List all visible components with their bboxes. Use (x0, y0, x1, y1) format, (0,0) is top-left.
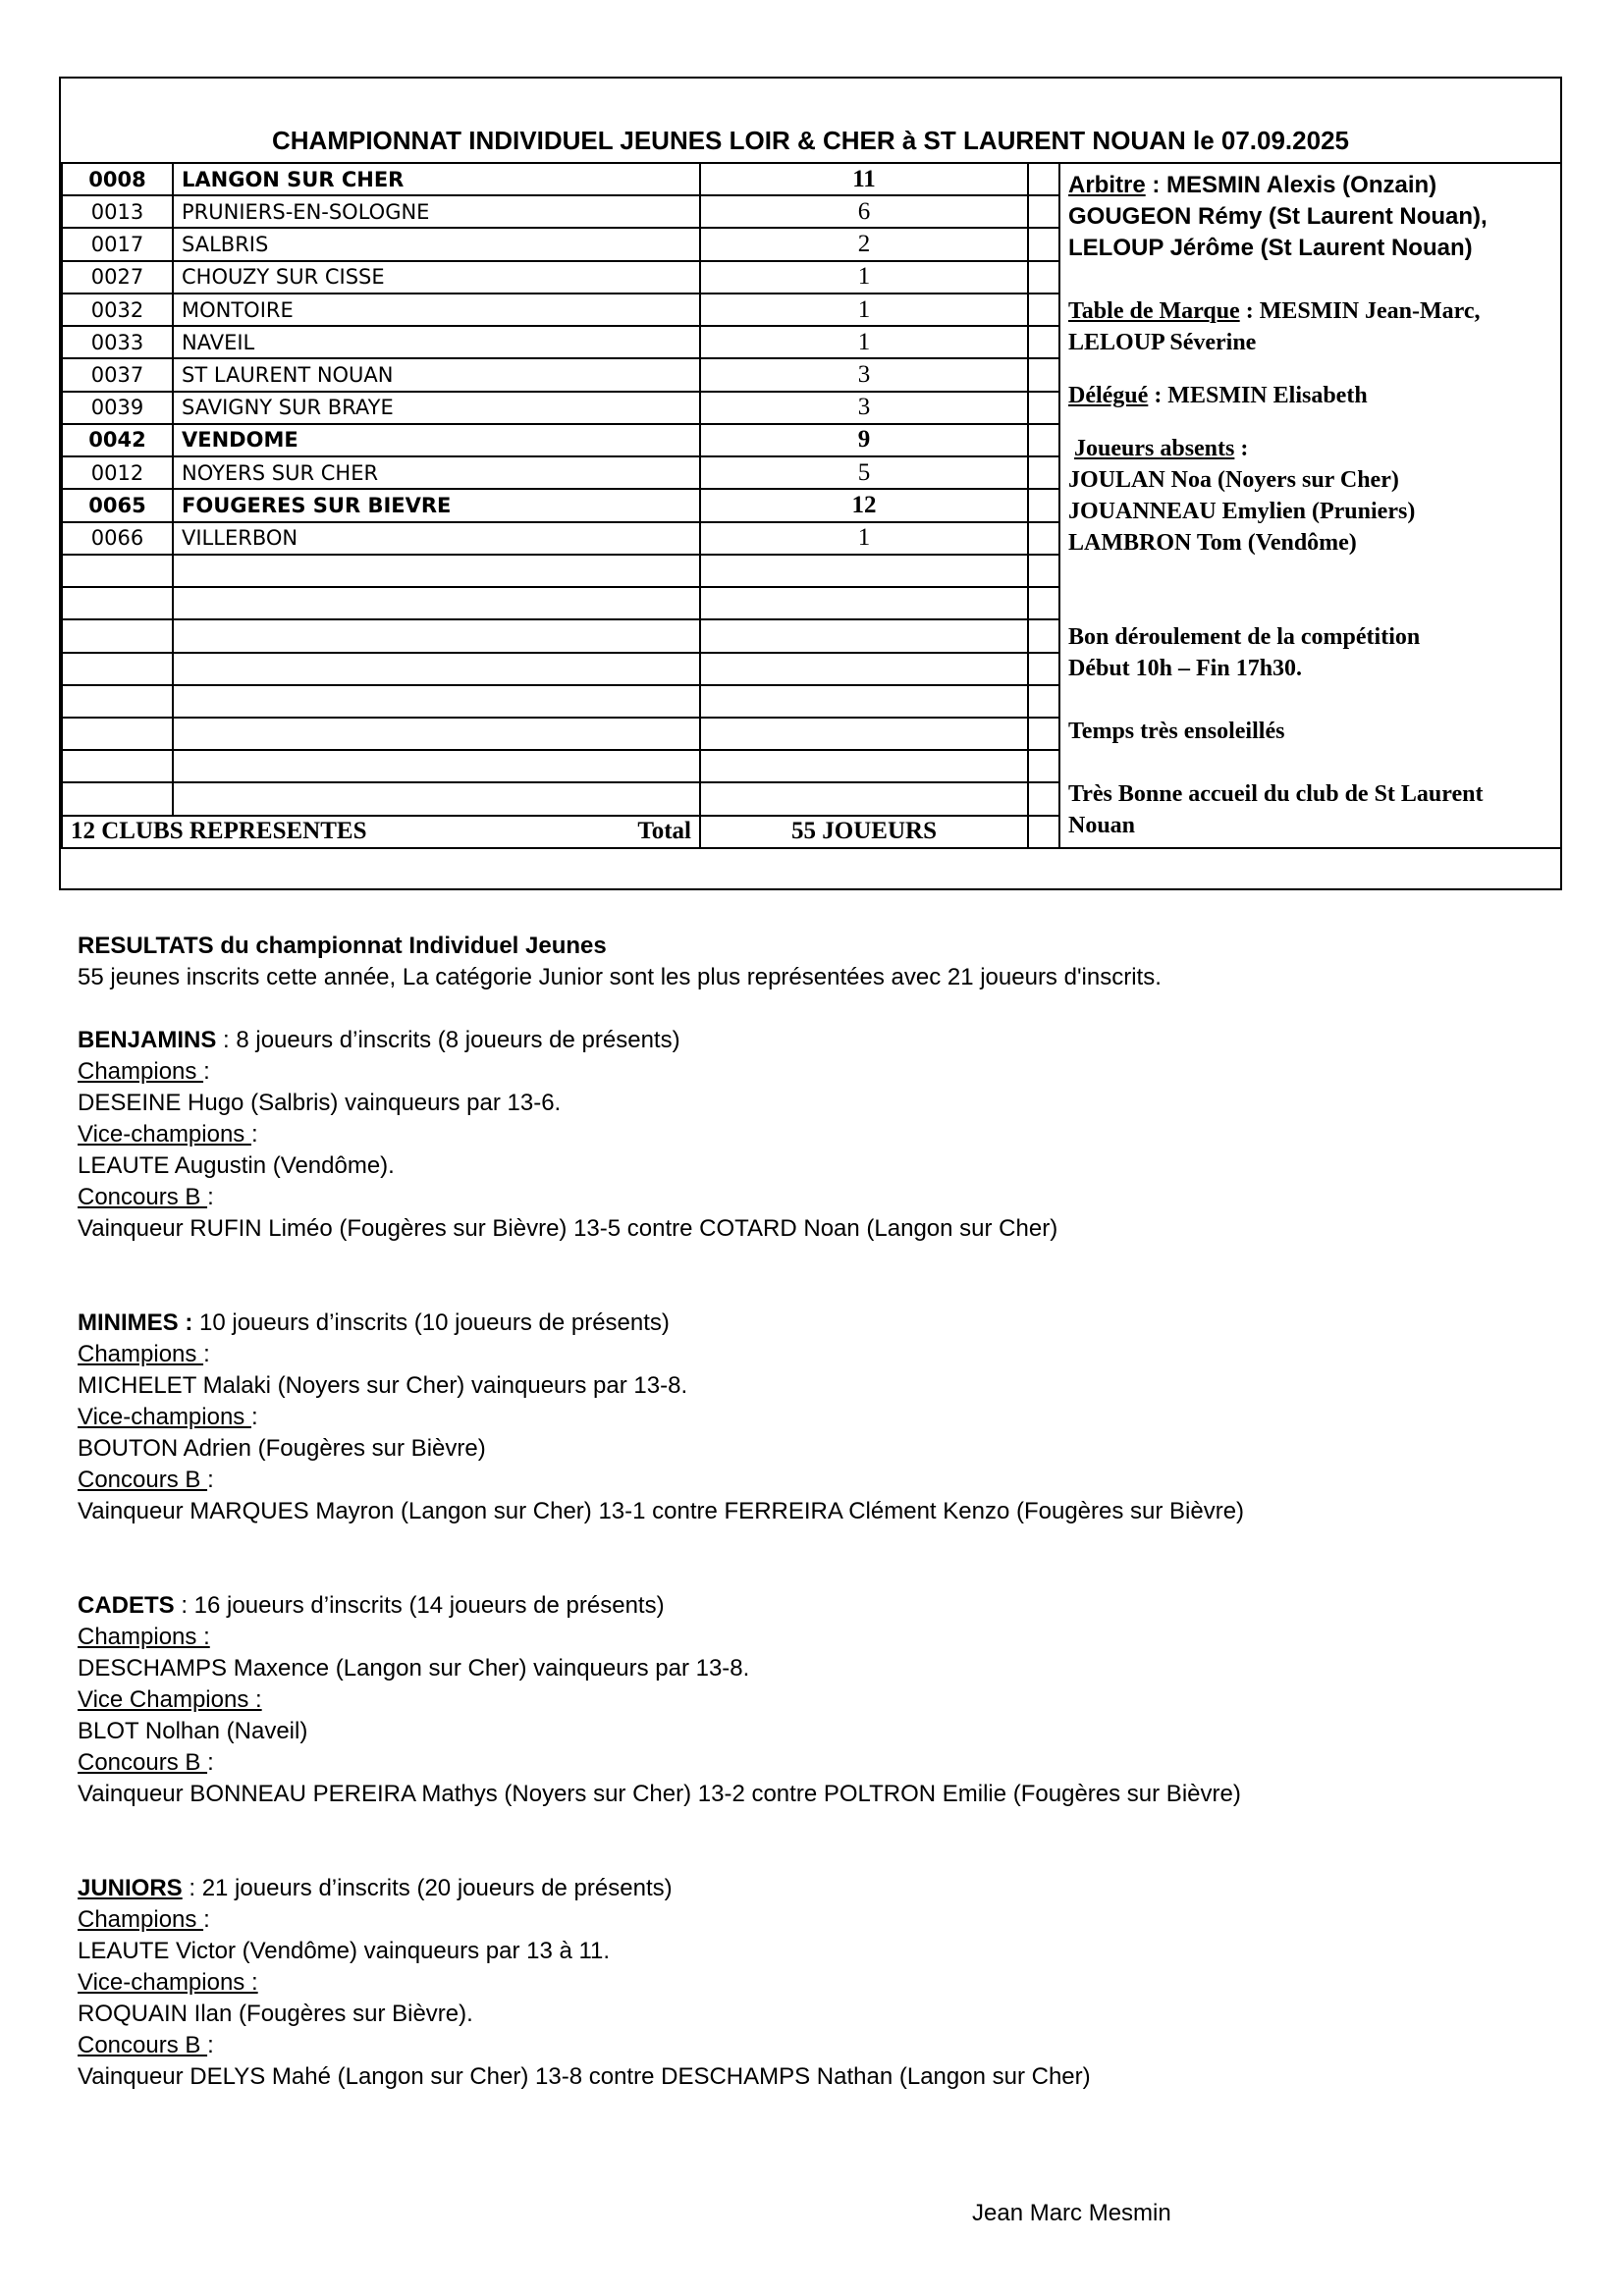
champion: DESEINE Hugo (Salbris) vainqueurs par 13-6. (78, 1090, 562, 1116)
club-players: 1 (700, 261, 1028, 294)
empty-cell (700, 685, 1028, 718)
vice-champion: BLOT Nolhan (Naveil) (78, 1718, 308, 1744)
concours-b-result: Vainqueur DELYS Mahé (Langon sur Cher) 13-8 contre DESCHAMPS Nathan (Langon sur Cher) (78, 2063, 1091, 2090)
spacer-cell (1028, 750, 1059, 782)
summary-table-frame (59, 77, 1562, 890)
arbitre-line: LELOUP Jérôme (St Laurent Nouan) (1068, 235, 1473, 261)
absent-player: LAMBRON Tom (Vendôme) (1068, 530, 1357, 556)
empty-cell (62, 750, 173, 782)
club-code: 0042 (62, 424, 173, 456)
empty-cell (62, 653, 173, 685)
club-name: SAVIGNY SUR BRAYE (173, 392, 700, 424)
club-name: NOYERS SUR CHER (173, 456, 700, 489)
concours-b-result: Vainqueur BONNEAU PEREIRA Mathys (Noyers sur Cher) 13-2 contre POLTRON Emilie (Fougères sur Bièvre) (78, 1781, 1241, 1807)
club-name: MONTOIRE (173, 294, 700, 326)
officials-info (1059, 163, 1561, 848)
empty-cell (173, 653, 700, 685)
spacer-cell (1028, 816, 1059, 848)
club-players: 5 (700, 456, 1028, 489)
club-players: 2 (700, 228, 1028, 260)
document-title: CHAMPIONNAT INDIVIDUEL JEUNES LOIR & CHER à ST LAURENT NOUAN le 07.09.2025 (271, 126, 1349, 155)
delegue-label: Délégué (1068, 383, 1149, 408)
table-marque-line: : MESMIN Jean-Marc, (1239, 298, 1481, 324)
vice-champion: LEAUTE Augustin (Vendôme). (78, 1152, 395, 1179)
total-players: 55 JOUEURS (700, 816, 1028, 848)
champion: DESCHAMPS Maxence (Langon sur Cher) vainqueurs par 13-8. (78, 1655, 750, 1682)
table-marque-label: Table de Marque (1068, 298, 1240, 324)
empty-cell (173, 619, 700, 652)
champions-label: Champions (78, 1341, 204, 1367)
club-players: 3 (700, 392, 1028, 424)
officials-block (1068, 170, 1552, 841)
vice-champions-label: Vice Champions : (78, 1686, 262, 1713)
spacer-cell (1028, 587, 1059, 619)
concours-b-label: Concours B (78, 1184, 208, 1210)
club-name: PRUNIERS-EN-SOLOGNE (173, 195, 700, 228)
arbitre-label: Arbitre (1068, 172, 1146, 198)
club-code: 0032 (62, 294, 173, 326)
club-code: 0027 (62, 261, 173, 294)
signature: Jean Marc Mesmin (972, 2200, 1171, 2226)
empty-cell (173, 718, 700, 750)
concours-b-result: Vainqueur MARQUES Mayron (Langon sur Cher) 13-1 contre FERREIRA Clément Kenzo (Fougères sur Bièvre) (78, 1498, 1245, 1524)
table-marque-line: LELOUP Séverine (1068, 330, 1257, 355)
spacer-cell (1028, 326, 1059, 358)
category-name: MINIMES : (78, 1309, 193, 1336)
table-row (62, 163, 1561, 195)
category-name: BENJAMINS (78, 1027, 217, 1053)
total-label: Total (637, 818, 691, 845)
empty-cell (62, 782, 173, 815)
spacer-cell (1028, 522, 1059, 555)
champions-label: Champions (78, 1906, 204, 1933)
spacer-cell (1028, 358, 1059, 391)
note: Très Bonne accueil du club de St Laurent Nouan (1068, 781, 1484, 838)
empty-cell (173, 782, 700, 815)
empty-cell (700, 718, 1028, 750)
champions-label: Champions : (78, 1624, 210, 1650)
spacer-cell (1028, 718, 1059, 750)
empty-cell (700, 653, 1028, 685)
category-summary: : 16 joueurs d’inscrits (14 joueurs de présents) (174, 1592, 665, 1619)
club-players: 1 (700, 294, 1028, 326)
arbitre-line: GOUGEON Rémy (St Laurent Nouan), (1068, 203, 1488, 230)
spacer-cell (1028, 685, 1059, 718)
category-summary: : 8 joueurs d’inscrits (8 joueurs de présents) (216, 1027, 680, 1053)
champion: LEAUTE Victor (Vendôme) vainqueurs par 13 à 11. (78, 1938, 611, 1964)
club-players: 1 (700, 522, 1028, 555)
delegue-value: : MESMIN Elisabeth (1148, 383, 1368, 408)
empty-cell (700, 750, 1028, 782)
arbitre-line: : MESMIN Alexis (Onzain) (1145, 172, 1437, 198)
spacer-cell (1028, 195, 1059, 228)
absents-label: Joueurs absents (1074, 436, 1235, 461)
club-players: 11 (700, 163, 1028, 195)
category-1: MINIMES : 10 joueurs d’inscrits (10 joueurs de présents) Champions : MICHELET Malaki (Noyers sur Cher) vainqueurs par 13-8. Vice-champions : BOUTON Adrien (Fougères sur Bièvre) Concours B : Vainqueur MARQUES Mayron (Langon sur Cher) 13-1 contre FERREIRA Clément Kenzo (Fougères sur Bièvre) (78, 1245, 1550, 1527)
club-name: VENDOME (173, 424, 700, 456)
spacer-cell (1028, 261, 1059, 294)
club-code: 0066 (62, 522, 173, 555)
club-players: 12 (700, 489, 1028, 521)
vice-champion: ROQUAIN Ilan (Fougères sur Bièvre). (78, 2001, 473, 2027)
concours-b-label: Concours B (78, 2032, 208, 2058)
spacer-cell (1028, 456, 1059, 489)
spacer-cell (1028, 555, 1059, 587)
category-2: CADETS : 16 joueurs d’inscrits (14 joueurs de présents) Champions : DESCHAMPS Maxence (Langon sur Cher) vainqueurs par 13-8. Vice Champions : BLOT Nolhan (Naveil) Concours B : Vainqueur BONNEAU PEREIRA Mathys (Noyers sur Cher) 13-2 contre POLTRON Emilie (Fougères sur Bièvre) (78, 1527, 1550, 1810)
absents-colon: : (1234, 436, 1249, 461)
spacer-cell (1028, 163, 1059, 195)
spacer-cell (1028, 294, 1059, 326)
results-intro: 55 jeunes inscrits cette année, La catégorie Junior sont les plus représentées avec 21 joueurs d'inscrits. (78, 964, 1162, 990)
empty-cell (173, 750, 700, 782)
category-name: CADETS (78, 1592, 175, 1619)
total-clubs (62, 816, 700, 848)
note: Bon déroulement de la compétition (1068, 624, 1421, 650)
spacer-cell (1028, 619, 1059, 652)
empty-cell (700, 782, 1028, 815)
club-name: NAVEIL (173, 326, 700, 358)
empty-cell (62, 718, 173, 750)
results-heading: RESULTATS du championnat Individuel Jeunes (78, 933, 607, 959)
spacer-cell (1028, 392, 1059, 424)
club-players: 1 (700, 326, 1028, 358)
empty-cell (173, 685, 700, 718)
club-code: 0039 (62, 392, 173, 424)
concours-b-result: Vainqueur RUFIN Liméo (Fougères sur Bièvre) 13-5 contre COTARD Noan (Langon sur Cher) (78, 1215, 1058, 1242)
club-code: 0008 (62, 163, 173, 195)
club-code: 0013 (62, 195, 173, 228)
note: Temps très ensoleillés (1068, 719, 1285, 744)
absent-player: JOUANNEAU Emylien (Pruniers) (1068, 499, 1416, 524)
club-name: SALBRIS (173, 228, 700, 260)
club-code: 0037 (62, 358, 173, 391)
club-name: VILLERBON (173, 522, 700, 555)
empty-cell (62, 619, 173, 652)
vice-champion: BOUTON Adrien (Fougères sur Bièvre) (78, 1435, 486, 1462)
vice-champions-label: Vice-champions : (78, 1969, 258, 1996)
category-summary: 10 joueurs d’inscrits (10 joueurs de présents) (192, 1309, 670, 1336)
total-clubs-label: 12 CLUBS REPRESENTES (71, 818, 367, 845)
spacer-cell (1028, 228, 1059, 260)
spacer-cell (1028, 424, 1059, 456)
vice-champions-label: Vice-champions (78, 1121, 251, 1148)
empty-cell (700, 587, 1028, 619)
empty-cell (700, 619, 1028, 652)
empty-cell (173, 587, 700, 619)
category-name: JUNIORS (78, 1875, 183, 1901)
club-name: ST LAURENT NOUAN (173, 358, 700, 391)
champions-label: Champions (78, 1058, 204, 1085)
club-name: FOUGERES SUR BIEVRE (173, 489, 700, 521)
note: Début 10h – Fin 17h30. (1068, 656, 1303, 681)
category-0: BENJAMINS : 8 joueurs d’inscrits (8 joueurs de présents) Champions : DESEINE Hugo (Salbris) vainqueurs par 13-6. Vice-champions : LEAUTE Augustin (Vendôme). Concours B : Vainqueur RUFIN Liméo (Fougères sur Bièvre) 13-5 contre COTARD Noan (Langon sur Cher) (78, 993, 1550, 1245)
clubs-table (61, 162, 1562, 849)
spacer-cell (1028, 489, 1059, 521)
club-code: 0033 (62, 326, 173, 358)
empty-cell (173, 555, 700, 587)
absent-player: JOULAN Noa (Noyers sur Cher) (1068, 467, 1399, 493)
club-code: 0065 (62, 489, 173, 521)
concours-b-label: Concours B (78, 1467, 208, 1493)
club-name: LANGON SUR CHER (173, 163, 700, 195)
empty-cell (62, 555, 173, 587)
category-summary: : 21 joueurs d’inscrits (20 joueurs de présents) (182, 1875, 673, 1901)
champion: MICHELET Malaki (Noyers sur Cher) vainqueurs par 13-8. (78, 1372, 688, 1399)
club-code: 0012 (62, 456, 173, 489)
club-name: CHOUZY SUR CISSE (173, 261, 700, 294)
category-3: JUNIORS : 21 joueurs d’inscrits (20 joueurs de présents) Champions : LEAUTE Victor (Vendôme) vainqueurs par 13 à 11. Vice-champions : ROQUAIN Ilan (Fougères sur Bièvre). Concours B : Vainqueur DELYS Mahé (Langon sur Cher) 13-8 contre DESCHAMPS Nathan (Langon sur Cher) (78, 1810, 1550, 2093)
results-section (78, 931, 1550, 2093)
club-players: 6 (700, 195, 1028, 228)
club-players: 9 (700, 424, 1028, 456)
spacer-cell (1028, 782, 1059, 815)
empty-cell (62, 685, 173, 718)
spacer-cell (1028, 653, 1059, 685)
concours-b-label: Concours B (78, 1749, 208, 1776)
empty-cell (700, 555, 1028, 587)
club-players: 3 (700, 358, 1028, 391)
club-code: 0017 (62, 228, 173, 260)
vice-champions-label: Vice-champions (78, 1404, 251, 1430)
empty-cell (62, 587, 173, 619)
